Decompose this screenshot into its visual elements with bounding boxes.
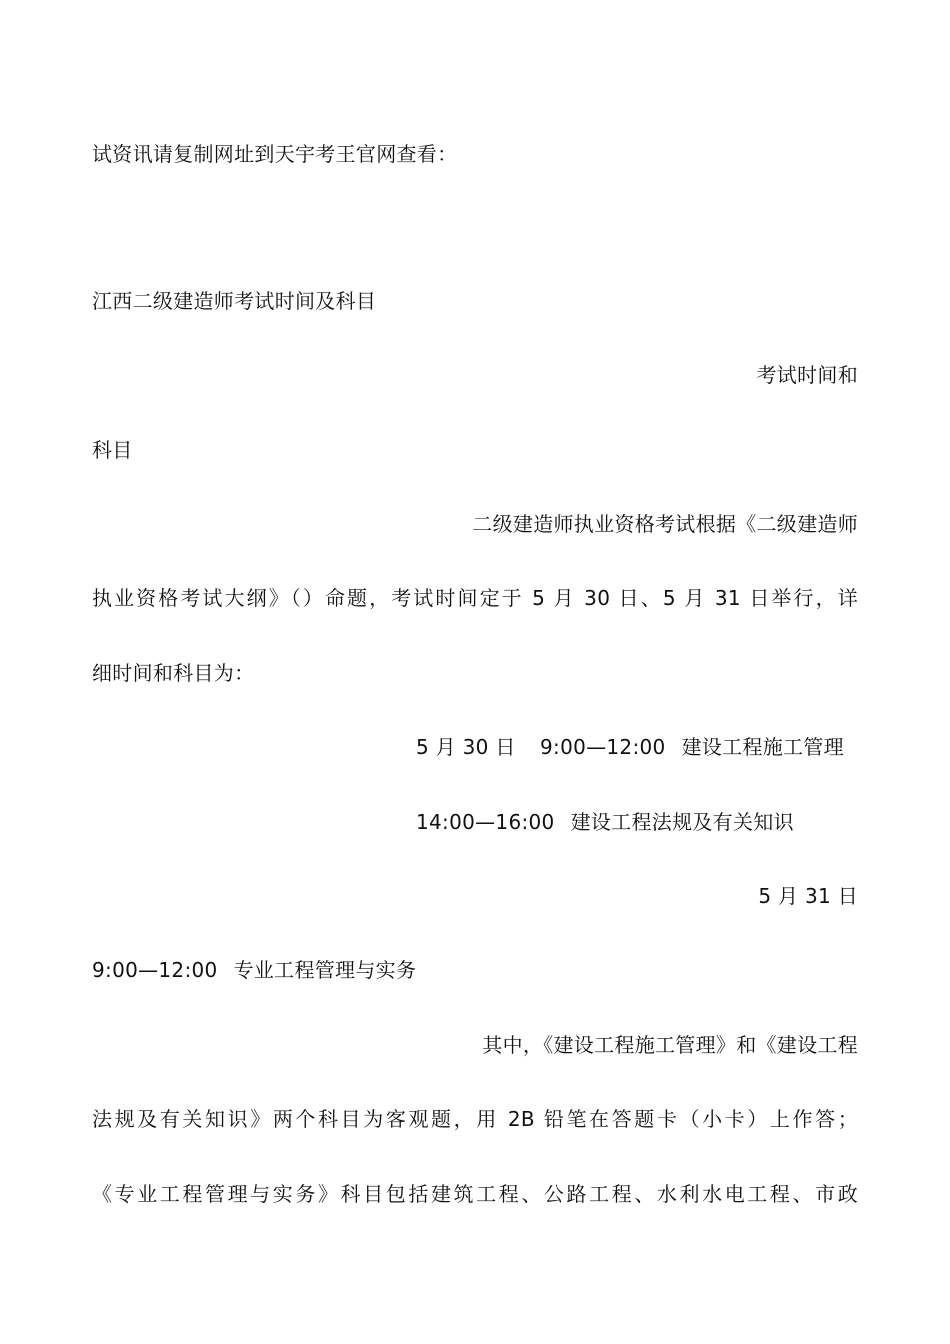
schedule-date: 5 月 30 日 <box>416 735 516 759</box>
schedule-time: 14:00—16:00 <box>416 810 555 834</box>
paragraph-1-line-2: 执业资格考试大纲》（）命题，考试时间定于 5 月 30 日、5 月 31 日举行，详 <box>92 586 858 610</box>
section-title-part-1: 考试时间和 <box>756 363 858 387</box>
paragraph-2-line-3: 《专业工程管理与实务》科目包括建筑工程、公路工程、水利水电工程、市政 <box>92 1182 858 1206</box>
schedule-row <box>92 956 416 984</box>
schedule-time: 9:00—12:00 <box>92 958 218 982</box>
paragraph-2-line-2: 法规及有关知识》两个科目为客观题，用 2B 铅笔在答题卡（小卡）上作答； <box>92 1107 858 1131</box>
schedule-time: 9:00—12:00 <box>540 735 666 759</box>
schedule-subject: 专业工程管理与实务 <box>233 958 417 982</box>
schedule-row <box>416 808 794 836</box>
intro-line: 试资讯请复制网址到天宇考王官网查看： <box>92 142 458 166</box>
document-heading: 江西二级建造师考试时间及科目 <box>92 289 377 313</box>
section-title-part-2: 科目 <box>92 438 133 462</box>
paragraph-1-line-1: 二级建造师执业资格考试根据《二级建造师 <box>472 512 858 536</box>
schedule-row <box>416 733 844 761</box>
schedule-subject: 建设工程法规及有关知识 <box>570 810 794 834</box>
paragraph-1-line-3: 细时间和科目为： <box>92 661 255 685</box>
paragraph-2-line-1: 其中，《建设工程施工管理》和《建设工程 <box>482 1033 858 1057</box>
schedule-date: 5 月 31 日 <box>758 884 858 908</box>
schedule-subject: 建设工程施工管理 <box>681 735 844 759</box>
